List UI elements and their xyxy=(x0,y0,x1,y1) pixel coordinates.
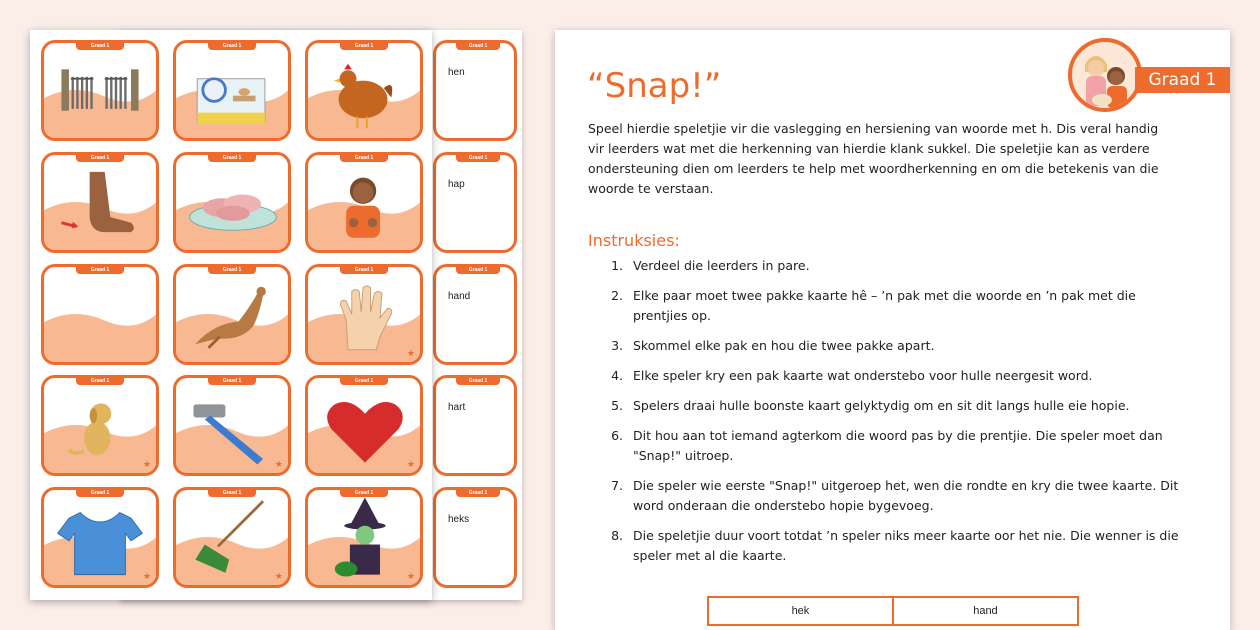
card-tab-label: Graad 1 xyxy=(76,377,124,385)
step-number: 7. xyxy=(611,478,623,493)
ham-icon xyxy=(176,155,288,250)
page-title: “Snap!” xyxy=(587,66,722,106)
word-card xyxy=(433,375,517,476)
card-word: hand xyxy=(448,291,471,302)
card-tab-label: Graad 1 xyxy=(208,489,256,497)
step-text: Die speler wie eerste "Snap!" uitgeroep het, wen die rondte en kry die twee kaarte. Dit word onderaan die onderstebo hopie bygevoeg. xyxy=(633,478,1179,513)
step-text: Skommel elke pak en hou die twee pakke apart. xyxy=(633,338,935,353)
card-tab-label: Graad 1 xyxy=(76,489,124,497)
star-icon: ★ xyxy=(406,348,415,358)
step-number: 3. xyxy=(611,338,623,353)
picture-card-ham xyxy=(173,152,291,253)
picture-card-rake xyxy=(173,487,291,588)
card-word: hen xyxy=(448,67,465,78)
step-number: 1. xyxy=(611,258,623,273)
picture-card-witch xyxy=(305,487,423,588)
picture-card-dog xyxy=(41,375,159,476)
picture-card-hen xyxy=(305,40,423,141)
table-cell: hand xyxy=(893,597,1078,625)
rake-icon xyxy=(176,490,288,585)
children-avatar-icon xyxy=(1068,38,1142,112)
surprised-girl-icon xyxy=(44,267,156,362)
picture-card-hand xyxy=(305,264,423,365)
card-word: hart xyxy=(448,402,466,413)
step-text: Die speletjie duur voort totdat ’n speler niks meer kaarte oor het nie. Die wenner is die speler met al die kaarte. xyxy=(633,528,1179,563)
card-tab-label: Graad 1 xyxy=(76,42,124,50)
word-card xyxy=(433,40,517,141)
card-tab-label: Graad 1 xyxy=(456,154,500,162)
witch-icon xyxy=(308,490,420,585)
picture-card-girl xyxy=(41,264,159,365)
step-text: Dit hou aan tot iemand agterkom die woord pas by die prentjie. Die speler moet dan "Snap!" uitroep. xyxy=(633,428,1163,463)
card-tab-label: Graad 1 xyxy=(208,42,256,50)
word-card xyxy=(433,264,517,365)
step-text: Elke speler kry een pak kaarte wat onderstebo voor hulle neergesit word. xyxy=(633,368,1093,383)
star-icon: ★ xyxy=(406,571,415,581)
card-word: hap xyxy=(448,179,465,190)
card-tab-label: Graad 1 xyxy=(208,266,256,274)
instructions-heading: Instruksies: xyxy=(588,231,680,250)
star-icon: ★ xyxy=(274,459,283,469)
card-tab-label: Graad 1 xyxy=(340,377,388,385)
card-tab-label: Graad 1 xyxy=(340,489,388,497)
instructions-document xyxy=(555,30,1230,630)
picture-card-kangaroo xyxy=(173,264,291,365)
card-tab-label: Graad 1 xyxy=(456,377,500,385)
picture-card-hamster-cage xyxy=(173,40,291,141)
kangaroo-icon xyxy=(176,267,288,362)
foot-icon xyxy=(44,155,156,250)
step-text: Elke paar moet twee pakke kaarte hê – ’n pak met die woorde en ’n pak met die prentjies op. xyxy=(633,288,1136,323)
step-number: 4. xyxy=(611,368,623,383)
card-tab-label: Graad 1 xyxy=(456,489,500,497)
hamster-cage-icon xyxy=(176,43,288,138)
picture-card-heart xyxy=(305,375,423,476)
picture-card-boy xyxy=(305,152,423,253)
grade-badge: Graad 1 xyxy=(1135,67,1230,93)
hand-icon xyxy=(308,267,420,362)
word-table xyxy=(707,596,1079,626)
card-tab-label: Graad 1 xyxy=(340,42,388,50)
hammer-icon xyxy=(176,378,288,473)
star-icon: ★ xyxy=(406,459,415,469)
table-cell: hek xyxy=(708,597,893,625)
star-icon: ★ xyxy=(274,571,283,581)
card-tab-label: Graad 1 xyxy=(456,266,500,274)
word-card xyxy=(433,152,517,253)
step-number: 5. xyxy=(611,398,623,413)
card-tab-label: Graad 1 xyxy=(208,154,256,162)
card-tab-label: Graad 1 xyxy=(456,42,500,50)
picture-card-foot xyxy=(41,152,159,253)
shirt-icon xyxy=(44,490,156,585)
hen-icon xyxy=(308,43,420,138)
gate-icon xyxy=(44,43,156,138)
picture-card-gate xyxy=(41,40,159,141)
table-row xyxy=(708,597,1078,625)
card-tab-label: Graad 1 xyxy=(208,377,256,385)
intro-paragraph: Speel hierdie speletjie vir die vaslegging en hersiening van woorde met h. Dis veral handig vir leerders wat met die herkenning van hierdie klank sukkel. Die speletjie kan as verdere ondersteuning dien om leerders te help met woordherkenning en om die betekenis van die woorde te verstaan. xyxy=(588,121,1159,196)
card-tab-label: Graad 1 xyxy=(76,154,124,162)
step-number: 8. xyxy=(611,528,623,543)
step-number: 6. xyxy=(611,428,623,443)
card-tab-label: Graad 1 xyxy=(340,266,388,274)
card-word: heks xyxy=(448,514,470,525)
star-icon: ★ xyxy=(142,459,151,469)
dog-icon xyxy=(44,378,156,473)
step-number: 2. xyxy=(611,288,623,303)
step-text: Spelers draai hulle boonste kaart gelyktydig om en sit dit langs hulle eie hopie. xyxy=(633,398,1130,413)
card-tab-label: Graad 1 xyxy=(76,266,124,274)
heart-icon xyxy=(308,378,420,473)
word-card xyxy=(433,487,517,588)
card-tab-label: Graad 1 xyxy=(340,154,388,162)
picture-card-shirt xyxy=(41,487,159,588)
step-text: Verdeel die leerders in pare. xyxy=(633,258,810,273)
picture-card-hammer xyxy=(173,375,291,476)
star-icon: ★ xyxy=(142,571,151,581)
boy-icon xyxy=(308,155,420,250)
